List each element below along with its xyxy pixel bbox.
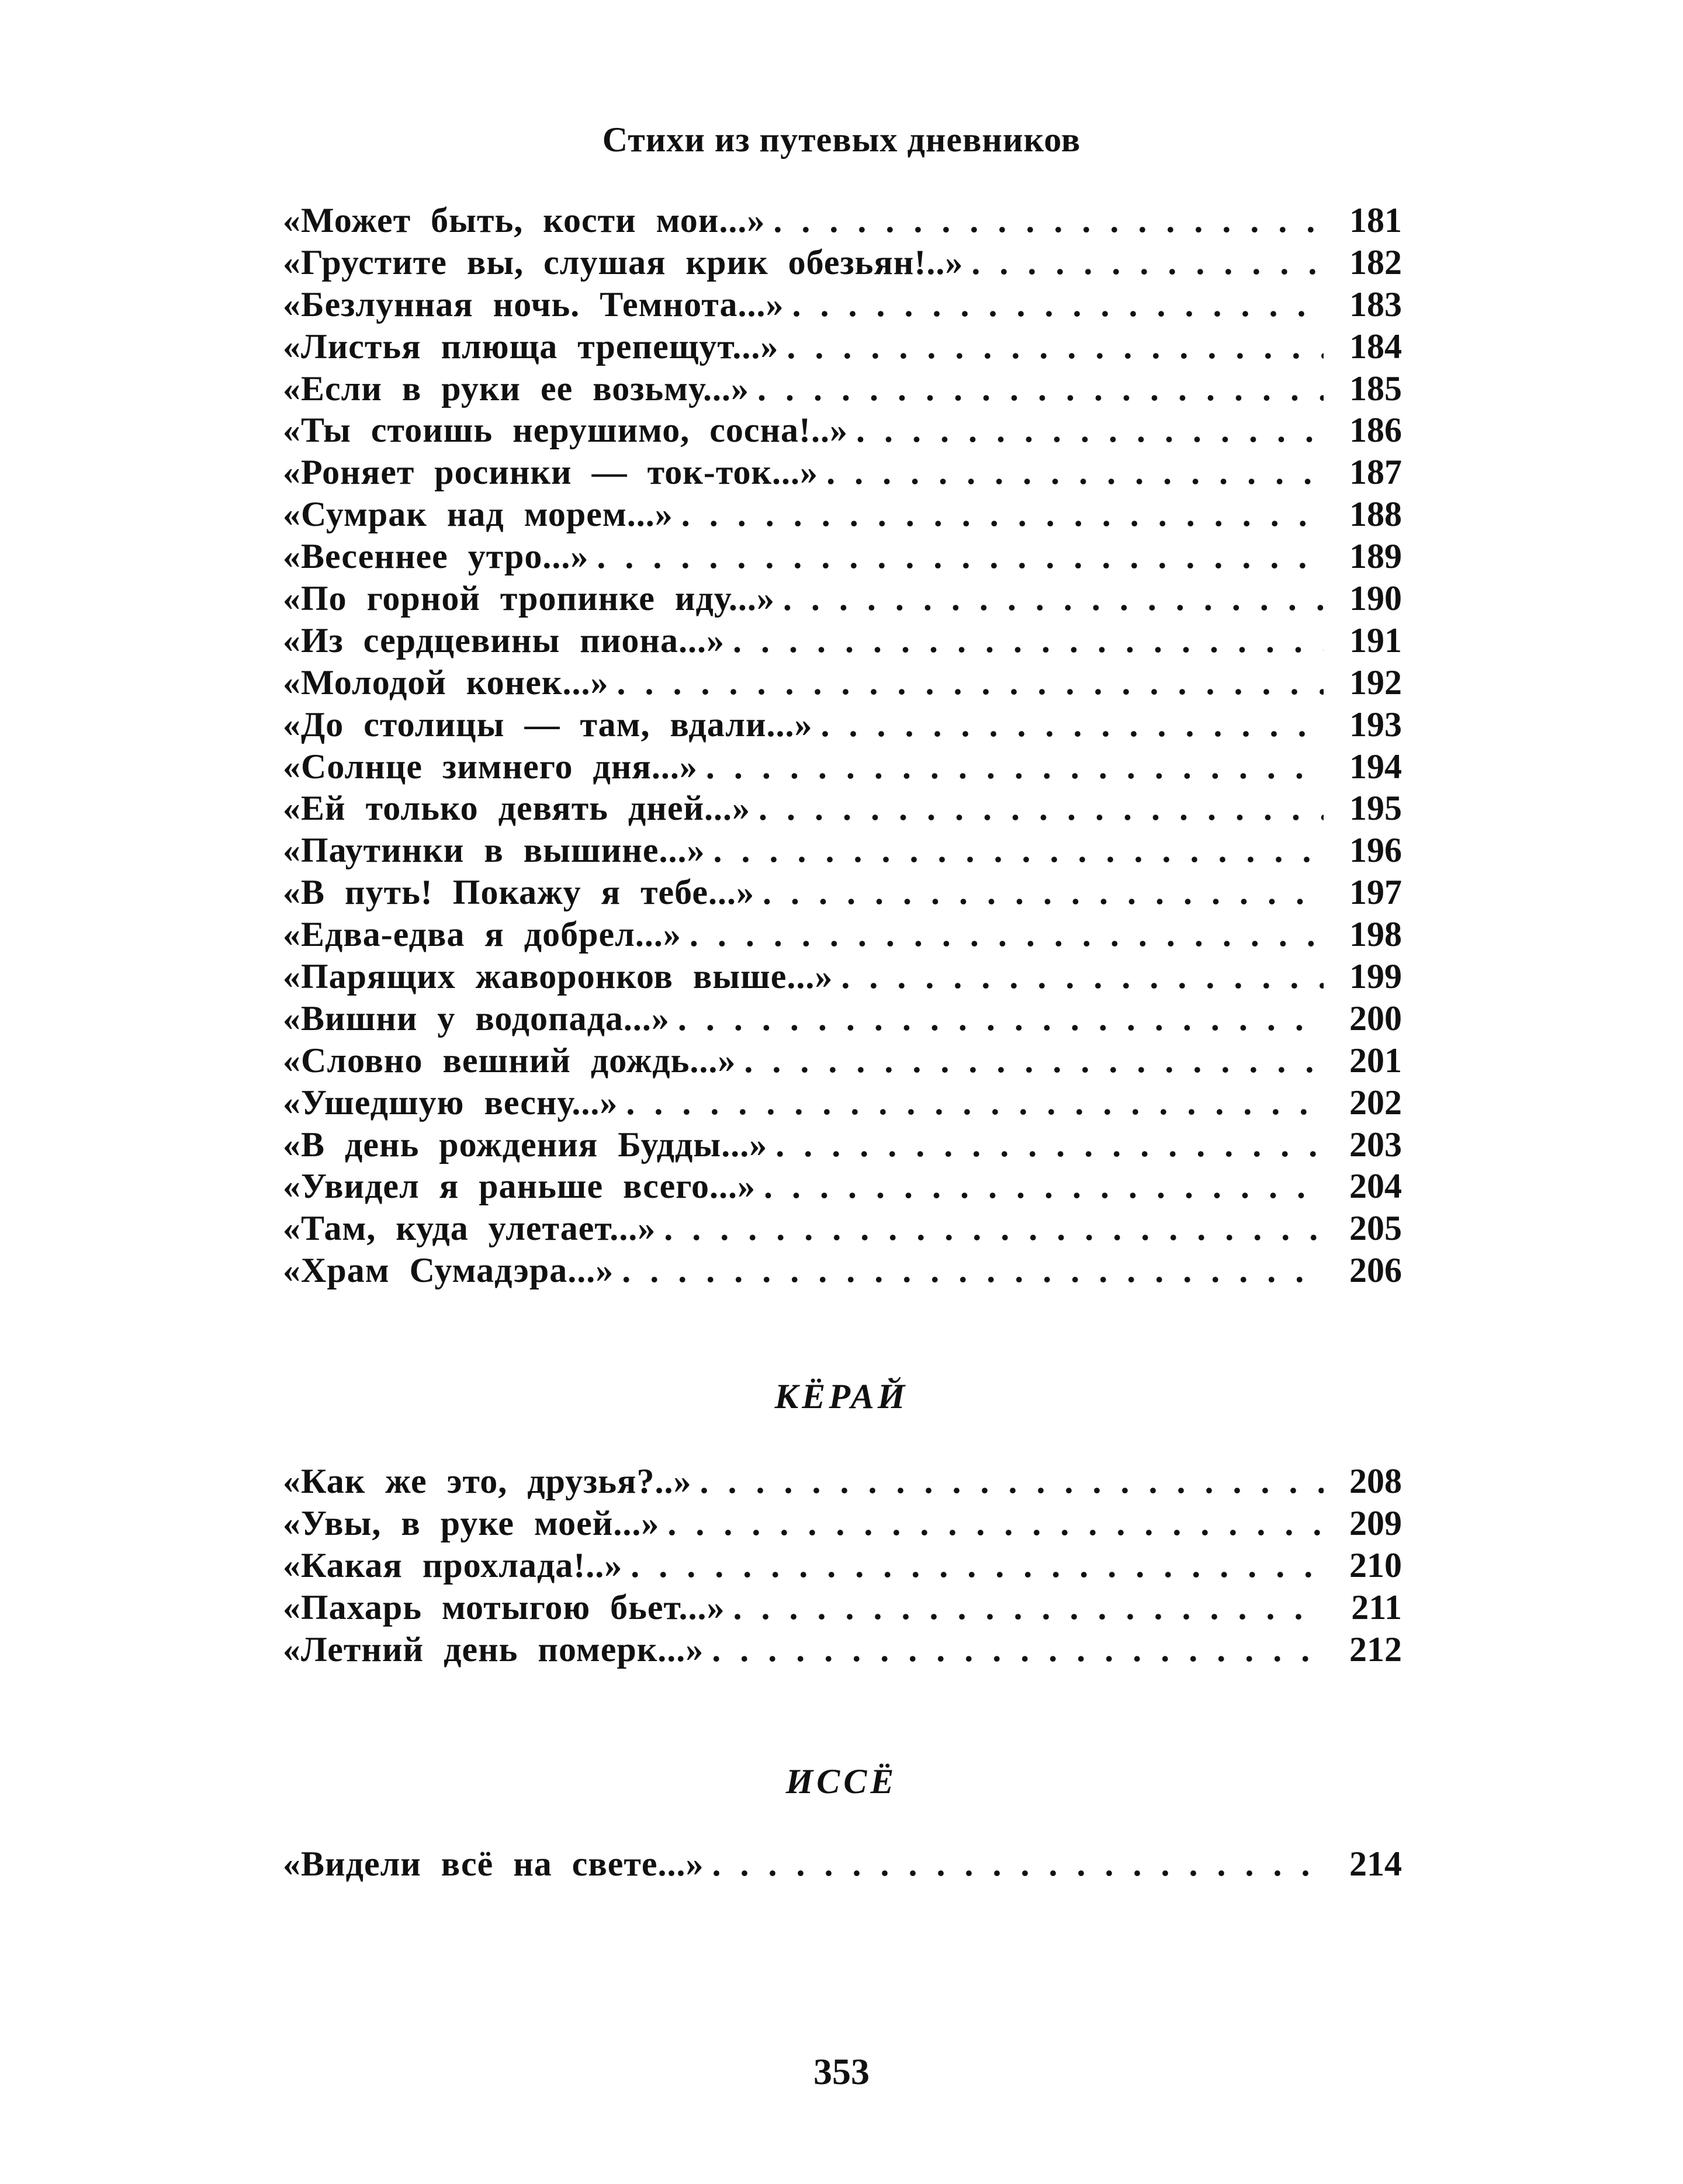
entry-title: «Безлунная ночь. Темнота...» <box>283 285 784 324</box>
entry-page: 196 <box>1349 831 1402 870</box>
entry-page: 205 <box>1349 1209 1402 1248</box>
dot-leader <box>664 1208 1324 1250</box>
entry-page: 208 <box>1349 1462 1402 1500</box>
entry-page: 195 <box>1349 789 1402 828</box>
entry-title: «Солнце зимнего дня...» <box>283 747 698 786</box>
toc-entry <box>283 452 1402 494</box>
toc-list <box>283 200 1402 1292</box>
dot-leader <box>733 1587 1324 1629</box>
dot-leader <box>681 494 1324 536</box>
dot-leader <box>626 1082 1324 1124</box>
entry-title: «Весеннее утро...» <box>283 537 589 576</box>
entry-page: 187 <box>1349 453 1402 492</box>
entry-page: 198 <box>1349 915 1402 954</box>
entry-title: «Из сердцевины пиона...» <box>283 620 725 660</box>
dot-leader <box>792 284 1324 326</box>
entry-title: «Грустите вы, слушая крик обезьян!..» <box>283 242 964 282</box>
dot-leader <box>699 1461 1324 1503</box>
toc-entry <box>283 242 1402 284</box>
entry-page: 188 <box>1349 495 1402 534</box>
entry-page: 193 <box>1349 705 1402 744</box>
dot-leader <box>631 1545 1324 1587</box>
toc-entry <box>283 1587 1402 1629</box>
entry-title: «Видели всё на свете...» <box>283 1845 704 1883</box>
toc-entry <box>283 410 1402 452</box>
entry-page: 182 <box>1349 242 1402 282</box>
toc-entry <box>283 872 1402 914</box>
entry-page: 209 <box>1349 1503 1402 1542</box>
entry-title: «Как же это, друзья?..» <box>283 1462 692 1500</box>
toc-entry <box>283 956 1402 998</box>
entry-page: 186 <box>1349 411 1402 450</box>
toc-entry <box>283 1250 1402 1292</box>
entry-title: «Увы, в руке моей...» <box>283 1503 660 1542</box>
entry-page: 181 <box>1349 201 1402 240</box>
dot-leader <box>821 704 1324 746</box>
dot-leader <box>773 200 1324 242</box>
entry-title: «В путь! Покажу я тебе...» <box>283 873 755 912</box>
toc-entry <box>283 998 1402 1040</box>
dot-leader <box>713 830 1324 872</box>
entry-page: 192 <box>1349 663 1402 702</box>
section-heading: Стихи из путевых дневников <box>602 120 1081 159</box>
entry-page: 214 <box>1349 1845 1402 1883</box>
toc-entry <box>283 1124 1402 1166</box>
toc-entry <box>283 1629 1402 1671</box>
entry-page: 210 <box>1349 1545 1402 1585</box>
toc-entry <box>283 368 1402 410</box>
entry-page: 191 <box>1349 620 1402 660</box>
dot-leader <box>764 1166 1324 1208</box>
entry-title: «Ушедшую весну...» <box>283 1083 618 1122</box>
entry-title: «Словно вешний дождь...» <box>283 1041 736 1080</box>
entry-title: «По горной тропинке иду...» <box>283 579 775 618</box>
toc-entry <box>283 788 1402 830</box>
entry-page: 211 <box>1351 1587 1402 1627</box>
dot-leader <box>763 872 1324 914</box>
entry-title: «Парящих жаворонков выше...» <box>283 957 833 996</box>
dot-leader <box>706 746 1324 788</box>
dot-leader <box>841 956 1324 998</box>
entry-title: «Храм Сумадэра...» <box>283 1251 614 1290</box>
section-heading: ИССЁ <box>785 1762 898 1801</box>
toc-entry <box>283 1843 1402 1885</box>
entry-title: «Если в руки ее возьму...» <box>283 369 749 408</box>
dot-leader <box>826 452 1324 494</box>
entry-title: «Роняет росинки — ток-ток...» <box>283 453 819 492</box>
entry-title: «Летний день померк...» <box>283 1630 704 1669</box>
toc-entry <box>283 1040 1402 1082</box>
entry-page: 199 <box>1349 957 1402 996</box>
toc-entry <box>283 1208 1402 1250</box>
entry-page: 204 <box>1349 1167 1402 1206</box>
entry-title: «До столицы — там, вдали...» <box>283 705 813 744</box>
dot-leader <box>783 578 1324 620</box>
dot-leader <box>712 1843 1324 1885</box>
entry-page: 201 <box>1349 1041 1402 1080</box>
toc-entry <box>283 1545 1402 1587</box>
toc-entry <box>283 494 1402 536</box>
entry-page: 194 <box>1349 747 1402 786</box>
toc-entry <box>283 620 1402 662</box>
toc-entry <box>283 326 1402 368</box>
dot-leader <box>678 998 1324 1040</box>
entry-title: «Паутинки в вышине...» <box>283 831 705 870</box>
toc-entry <box>283 830 1402 872</box>
dot-leader <box>712 1629 1324 1671</box>
toc-entry <box>283 536 1402 578</box>
dot-leader <box>597 536 1324 578</box>
entry-title: «Вишни у водопада...» <box>283 999 670 1038</box>
entry-title: «В день рождения Будды...» <box>283 1125 768 1164</box>
toc-entry <box>283 704 1402 746</box>
toc-entry <box>283 1503 1402 1545</box>
entry-title: «Какая прохлада!..» <box>283 1545 623 1585</box>
entry-page: 202 <box>1349 1083 1402 1122</box>
toc-entry <box>283 284 1402 326</box>
dot-leader <box>617 662 1324 704</box>
entry-title: «Может быть, кости мои...» <box>283 201 766 240</box>
entry-page: 190 <box>1349 579 1402 618</box>
dot-leader <box>667 1503 1324 1545</box>
entry-page: 203 <box>1349 1125 1402 1164</box>
entry-title: «Едва-едва я добрел...» <box>283 915 681 954</box>
entry-page: 184 <box>1349 327 1402 366</box>
entry-page: 212 <box>1349 1630 1402 1669</box>
entry-page: 185 <box>1349 369 1402 408</box>
dot-leader <box>856 410 1324 452</box>
dot-leader <box>759 788 1324 830</box>
dot-leader <box>622 1250 1324 1292</box>
dot-leader <box>744 1040 1324 1082</box>
entry-page: 189 <box>1349 537 1402 576</box>
toc-list <box>283 1843 1402 1885</box>
entry-title: «Листья плюща трепещут...» <box>283 327 779 366</box>
toc-entry <box>283 914 1402 956</box>
entry-title: «Там, куда улетает...» <box>283 1209 656 1248</box>
entry-page: 206 <box>1349 1251 1402 1290</box>
dot-leader <box>690 914 1324 956</box>
entry-title: «Ты стоишь нерушимо, сосна!..» <box>283 411 849 450</box>
entry-title: «Увидел я раньше всего...» <box>283 1167 756 1206</box>
entry-page: 200 <box>1349 999 1402 1038</box>
entry-title: «Сумрак над морем...» <box>283 495 673 534</box>
dot-leader <box>787 326 1324 368</box>
entry-page: 183 <box>1349 285 1402 324</box>
toc-entry <box>283 662 1402 704</box>
dot-leader <box>733 620 1324 662</box>
toc-entry <box>283 578 1402 620</box>
dot-leader <box>775 1124 1324 1166</box>
toc-entry <box>283 1166 1402 1208</box>
section-heading: КЁРАЙ <box>774 1377 909 1416</box>
toc-list <box>283 1461 1402 1670</box>
dot-leader <box>757 368 1324 410</box>
entry-page: 197 <box>1349 873 1402 912</box>
toc-entry <box>283 1082 1402 1124</box>
entry-title: «Ей только девять дней...» <box>283 789 751 828</box>
toc-entry <box>283 746 1402 788</box>
toc-entry <box>283 200 1402 242</box>
page-number: 353 <box>813 2051 870 2092</box>
entry-title: «Молодой конек...» <box>283 663 609 702</box>
entry-title: «Пахарь мотыгою бьет...» <box>283 1587 725 1627</box>
dot-leader <box>971 242 1324 284</box>
toc-entry <box>283 1461 1402 1503</box>
